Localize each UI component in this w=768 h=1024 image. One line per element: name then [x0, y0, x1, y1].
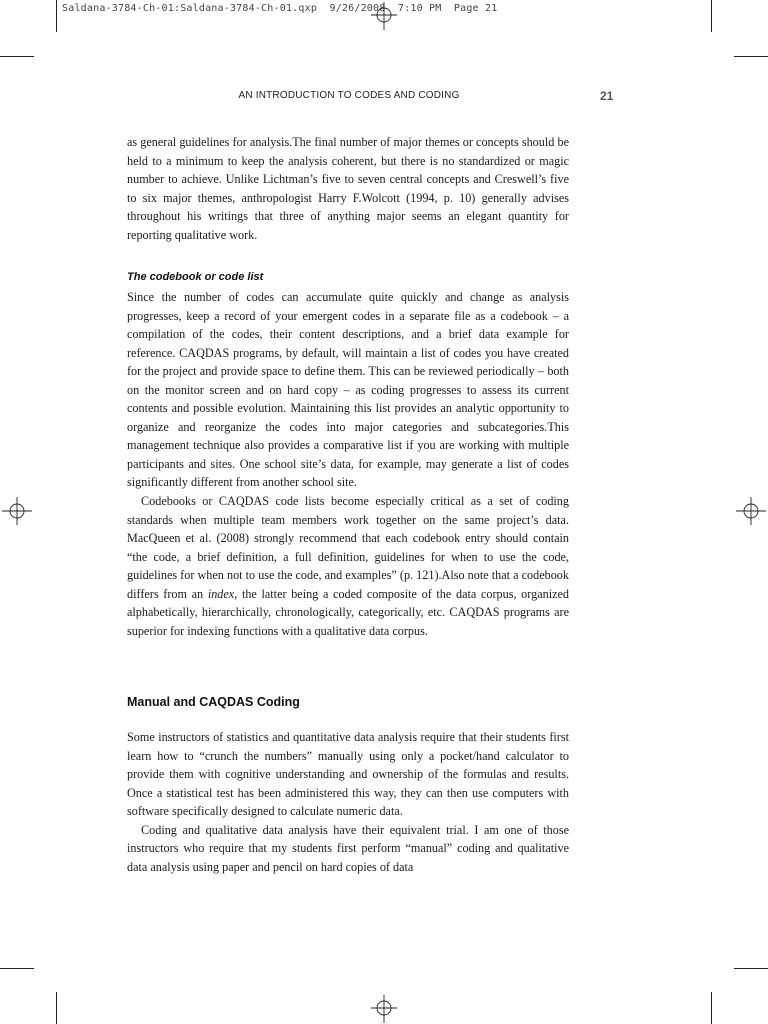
paragraph: Coding and qualitative data analysis have their equivalent trial. I am one of those instructors who require that my students first perform “manual” coding and qualitative data analysis using paper and pencil on hard copies of data — [127, 822, 569, 874]
text-run: , the latter being a coded composite of the data corpus, organized alphabetically, hierarchically, chronologically, categorically, etc. CAQDAS programs are superior for indexing functions with a qualitative data corpus. — [127, 586, 570, 638]
page-number: 21 — [600, 89, 614, 103]
codebook-subheading: The codebook or code list — [127, 271, 264, 283]
crop-mark-top-left-vertical — [56, 0, 57, 32]
registration-mark-top-icon — [369, 2, 399, 32]
registration-mark-bottom-icon — [369, 993, 399, 1023]
paragraph: Some instructors of statistics and quantitative data analysis require that their students first learn how to “crunch the numbers” manually using only a pocket/hand calculator to provide them with cognitive understanding and ownership of the formulas and results. Once a statistical test has been administered this way, they can then use computers with software specifically designed to calculate numeric data. — [127, 730, 569, 819]
crop-mark-top-left-horizontal — [0, 56, 34, 57]
codebook-text — [127, 288, 569, 640]
section-heading: Manual and CAQDAS Coding — [127, 695, 300, 709]
crop-mark-bottom-left-vertical — [56, 992, 57, 1024]
intro-text — [127, 133, 569, 244]
paragraph: as general guidelines for analysis.The final number of major themes or concepts should be held to a minimum to keep the analysis coherent, but there is no standardized or magic number to achieve. Unlike Lichtman’s five to seven central concepts and Creswell’s five to six major themes, anthropologist Harry F.Wolcott (1994, p. 10) generally advises throughout his writings that three of anything major seems an elegant quantity for reporting qualitative work. — [127, 135, 569, 242]
crop-mark-top-right-vertical — [711, 0, 712, 32]
manual-text — [127, 728, 569, 876]
paragraph: Since the number of codes can accumulate quite quickly and change as analysis progresses, keep a record of your emergent codes in a separate file as a codebook – a compilation of the codes, their content descriptions, and a brief data example for reference. CAQDAS programs, by default, will maintain a list of codes you have created for the project and provide space to define them. This can be reviewed periodically – both on the monitor screen and on hard copy – as coding progresses to assess its current contents and possible evolution. Maintaining this list provides an analytic opportunity to organize and reorganize the codes into major categories and subcategories.This management technique also provides a comparative list if you are working with multiple participants and sites. One school site’s data, for example, may generate a list of codes significantly different from another school site. — [127, 290, 569, 490]
paragraph — [127, 492, 569, 640]
emphasized-term: index — [207, 586, 235, 601]
crop-mark-bottom-right-vertical — [711, 992, 712, 1024]
text-run: Codebooks or CAQDAS code lists become especially critical as a set of coding standards when multiple team members work together on the same project’s data. MacQueen et al. (2008) strongly recommend that each codebook entry should contain “the code, a brief definition, a full definition, guidelines for when to use the code, guidelines for when not to use the code, and examples” (p. 121).Also note that a codebook differs from an — [127, 494, 569, 601]
crop-mark-bottom-left-horizontal — [0, 968, 34, 969]
registration-mark-left-icon — [2, 496, 32, 526]
registration-mark-right-icon — [736, 496, 766, 526]
running-head: AN INTRODUCTION TO CODES AND CODING — [238, 90, 460, 101]
crop-mark-bottom-right-horizontal — [734, 968, 768, 969]
crop-mark-top-right-horizontal — [734, 56, 768, 57]
printer-slug: Saldana-3784-Ch-01:Saldana-3784-Ch-01.qxp 9/26/2008 7:10 PM Page 21 — [62, 3, 498, 14]
